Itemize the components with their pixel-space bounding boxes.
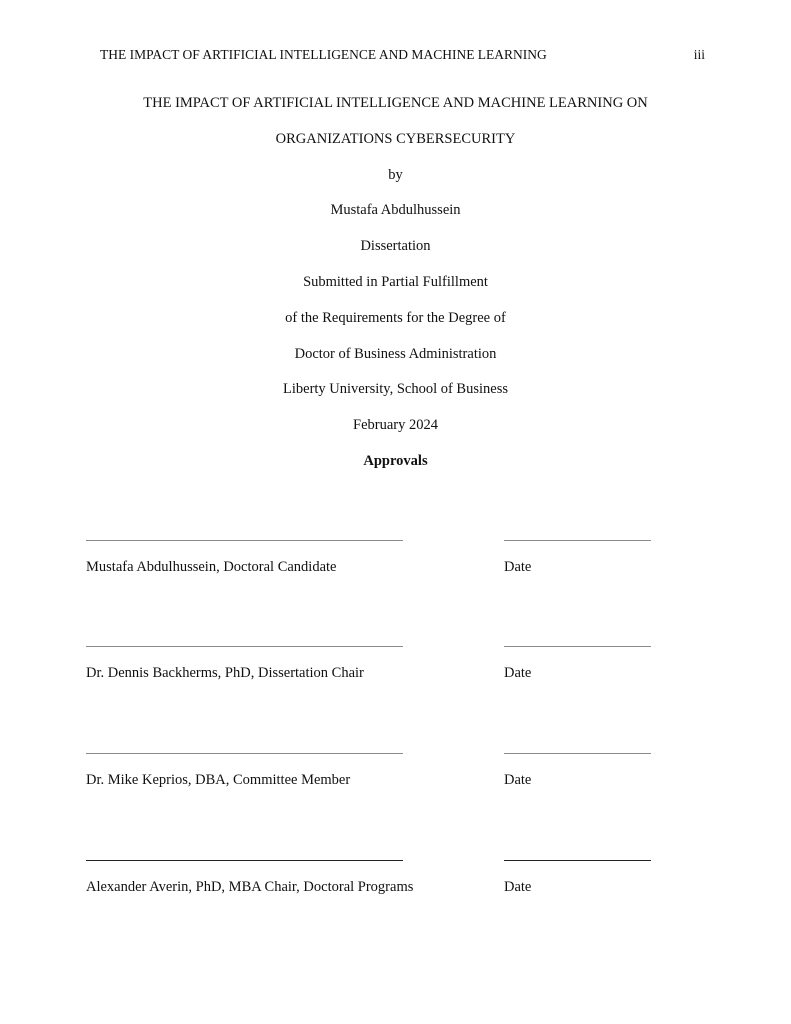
running-head: THE IMPACT OF ARTIFICIAL INTELLIGENCE AND MACHINE LEARNING — [100, 47, 547, 62]
date-line — [504, 540, 651, 541]
requirements-statement: of the Requirements for the Degree of — [285, 309, 506, 326]
date-label: Date — [504, 559, 532, 575]
date-label: Date — [504, 772, 532, 788]
title-block — [0, 94, 791, 488]
submission-date: February 2024 — [353, 417, 438, 434]
signatory-name: Dr. Mike Keprios, DBA, Committee Member — [86, 772, 351, 788]
dissertation-title-line-1: THE IMPACT OF ARTIFICIAL INTELLIGENCE AND MACHINE LEARNING ON — [143, 95, 648, 111]
submitted-statement: Submitted in Partial Fulfillment — [303, 273, 488, 290]
date-line — [504, 860, 651, 861]
signatory-name: Dr. Dennis Backherms, PhD, Dissertation Chair — [86, 665, 364, 681]
by-line: by — [388, 166, 403, 183]
date-label: Date — [504, 879, 532, 895]
dissertation-title-line-2: ORGANIZATIONS CYBERSECURITY — [275, 130, 516, 147]
institution-name: Liberty University, School of Business — [283, 381, 508, 398]
document-type: Dissertation — [360, 238, 431, 255]
signature-line — [86, 860, 403, 861]
page-number: iii — [693, 47, 705, 62]
signature-line — [86, 646, 403, 647]
approvals-heading: Approvals — [363, 452, 428, 469]
signature-line — [86, 753, 403, 754]
author-name: Mustafa Abdulhussein — [330, 202, 461, 219]
degree-name: Doctor of Business Administration — [294, 345, 497, 362]
signatory-name: Alexander Averin, PhD, MBA Chair, Doctoral Programs — [86, 879, 414, 895]
date-line — [504, 646, 651, 647]
date-label: Date — [504, 665, 532, 681]
date-line — [504, 753, 651, 754]
signature-line — [86, 540, 403, 541]
signatory-name: Mustafa Abdulhussein, Doctoral Candidate — [86, 559, 337, 575]
